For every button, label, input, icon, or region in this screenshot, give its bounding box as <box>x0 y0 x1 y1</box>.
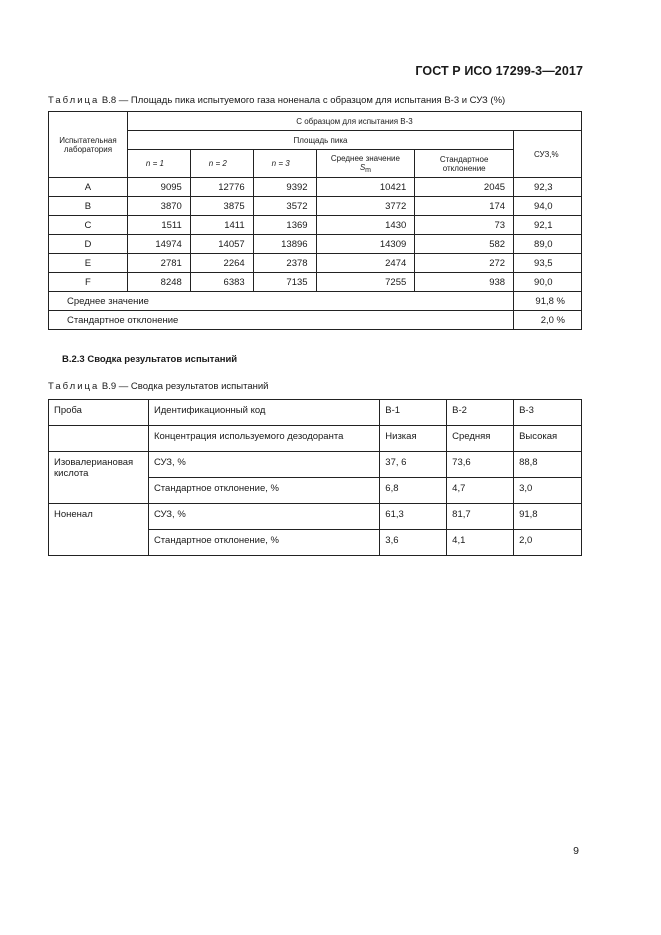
cell-n3: 13896 <box>253 235 316 254</box>
cell-n3: 3572 <box>253 197 316 216</box>
cell-n2: 3875 <box>190 197 253 216</box>
cell-std: 272 <box>415 254 514 273</box>
iso-suz-b2: 73,6 <box>447 452 514 478</box>
table-row <box>49 254 582 273</box>
cell-n2: 12776 <box>190 178 253 197</box>
sample-empty-cell <box>49 426 149 452</box>
non-std-b3: 2,0 <box>514 530 582 556</box>
sample-nonenal: Ноненал <box>49 504 149 556</box>
table-b8-title: В.8 — Площадь пика испытуемого газа ноненала с образцом для испытания В-3 и СУЗ (%) <box>101 95 506 106</box>
sample-header: Проба <box>49 400 149 426</box>
section-title: В.2.3 Сводка результатов испытаний <box>62 354 238 365</box>
cell-mean: 7255 <box>316 273 415 292</box>
cell-suz: 94,0 <box>514 197 582 216</box>
symbol-m: m <box>365 166 371 174</box>
cell-mean: 10421 <box>316 178 415 197</box>
cell-std: 938 <box>415 273 514 292</box>
header-n2: n = 2 <box>190 150 253 178</box>
non-suz-b2: 81,7 <box>447 504 514 530</box>
iso-suz-b3: 88,8 <box>514 452 582 478</box>
cell-n1: 14974 <box>127 235 190 254</box>
iso-std-label: Стандартное отклонение, % <box>148 478 379 504</box>
header-n1: n = 1 <box>127 150 190 178</box>
cell-n2: 6383 <box>190 273 253 292</box>
cell-n3: 7135 <box>253 273 316 292</box>
cell-n1: 9095 <box>127 178 190 197</box>
iso-std-b3: 3,0 <box>514 478 582 504</box>
cell-suz: 92,3 <box>514 178 582 197</box>
table-b9-title: В.9 — Сводка результатов испытаний <box>101 381 269 392</box>
iso-std-b1: 6,8 <box>380 478 447 504</box>
symbol-s: S <box>359 162 366 172</box>
footer-std-label: Стандартное отклонение <box>49 311 514 330</box>
table-row <box>49 235 582 254</box>
footer-std-value: 2,0 % <box>514 311 582 330</box>
cell-n1: 2781 <box>127 254 190 273</box>
cell-n2: 14057 <box>190 235 253 254</box>
table-b8-caption <box>48 95 505 106</box>
cell-mean: 3772 <box>316 197 415 216</box>
cell-n3: 9392 <box>253 178 316 197</box>
cell-mean: 14309 <box>316 235 415 254</box>
page-number: 9 <box>573 845 579 857</box>
header-mean <box>316 150 415 178</box>
table-row <box>49 273 582 292</box>
table-b9 <box>48 399 582 556</box>
cell-n1: 3870 <box>127 197 190 216</box>
table-word: Таблица <box>48 381 100 392</box>
non-std-label: Стандартное отклонение, % <box>148 530 379 556</box>
non-std-b1: 3,6 <box>380 530 447 556</box>
non-suz-b1: 61,3 <box>380 504 447 530</box>
table-row <box>49 178 582 197</box>
header-area: Площадь пика <box>127 131 513 150</box>
cell-lab: A <box>49 178 128 197</box>
code-b3: В-3 <box>514 400 582 426</box>
header-n3: n = 3 <box>253 150 316 178</box>
table-row <box>49 197 582 216</box>
code-b1: В-1 <box>380 400 447 426</box>
non-std-b2: 4,1 <box>447 530 514 556</box>
sample-isovaleric: Изовалериановая кислота <box>49 452 149 504</box>
cell-suz: 90,0 <box>514 273 582 292</box>
cell-lab: E <box>49 254 128 273</box>
cell-n2: 2264 <box>190 254 253 273</box>
cell-n1: 8248 <box>127 273 190 292</box>
cell-n1: 1511 <box>127 216 190 235</box>
concentration-high: Высокая <box>514 426 582 452</box>
header-mean-label: Среднее значение <box>330 153 400 163</box>
cell-n2: 1411 <box>190 216 253 235</box>
table-b8 <box>48 111 582 330</box>
table-b8-body <box>49 178 582 292</box>
cell-n3: 1369 <box>253 216 316 235</box>
table-row <box>49 216 582 235</box>
concentration-label: Концентрация используемого дезодоранта <box>148 426 379 452</box>
cell-suz: 93,5 <box>514 254 582 273</box>
cell-suz: 92,1 <box>514 216 582 235</box>
cell-lab: D <box>49 235 128 254</box>
code-b2: В-2 <box>447 400 514 426</box>
cell-std: 582 <box>415 235 514 254</box>
cell-lab: B <box>49 197 128 216</box>
footer-mean-label: Среднее значение <box>49 292 514 311</box>
table-word: Таблица <box>48 95 100 106</box>
id-code-label: Идентификационный код <box>148 400 379 426</box>
cell-lab: C <box>49 216 128 235</box>
table-b9-caption <box>48 381 268 392</box>
cell-mean: 1430 <box>316 216 415 235</box>
cell-std: 73 <box>415 216 514 235</box>
header-std: Стандартное отклонение <box>415 150 514 178</box>
concentration-low: Низкая <box>380 426 447 452</box>
cell-mean: 2474 <box>316 254 415 273</box>
footer-mean-value: 91,8 % <box>514 292 582 311</box>
iso-suz-label: СУЗ, % <box>148 452 379 478</box>
header-mean-symbol <box>321 163 411 174</box>
header-sample: С образцом для испытания В-3 <box>127 112 581 131</box>
cell-suz: 89,0 <box>514 235 582 254</box>
cell-lab: F <box>49 273 128 292</box>
non-suz-b3: 91,8 <box>514 504 582 530</box>
cell-std: 2045 <box>415 178 514 197</box>
header-lab: Испытательная лаборатория <box>49 112 128 178</box>
concentration-medium: Средняя <box>447 426 514 452</box>
cell-std: 174 <box>415 197 514 216</box>
non-suz-label: СУЗ, % <box>148 504 379 530</box>
document-code: ГОСТ Р ИСО 17299-3—2017 <box>415 64 583 78</box>
header-suz: СУЗ,% <box>514 131 582 178</box>
cell-n3: 2378 <box>253 254 316 273</box>
iso-std-b2: 4,7 <box>447 478 514 504</box>
iso-suz-b1: 37, 6 <box>380 452 447 478</box>
